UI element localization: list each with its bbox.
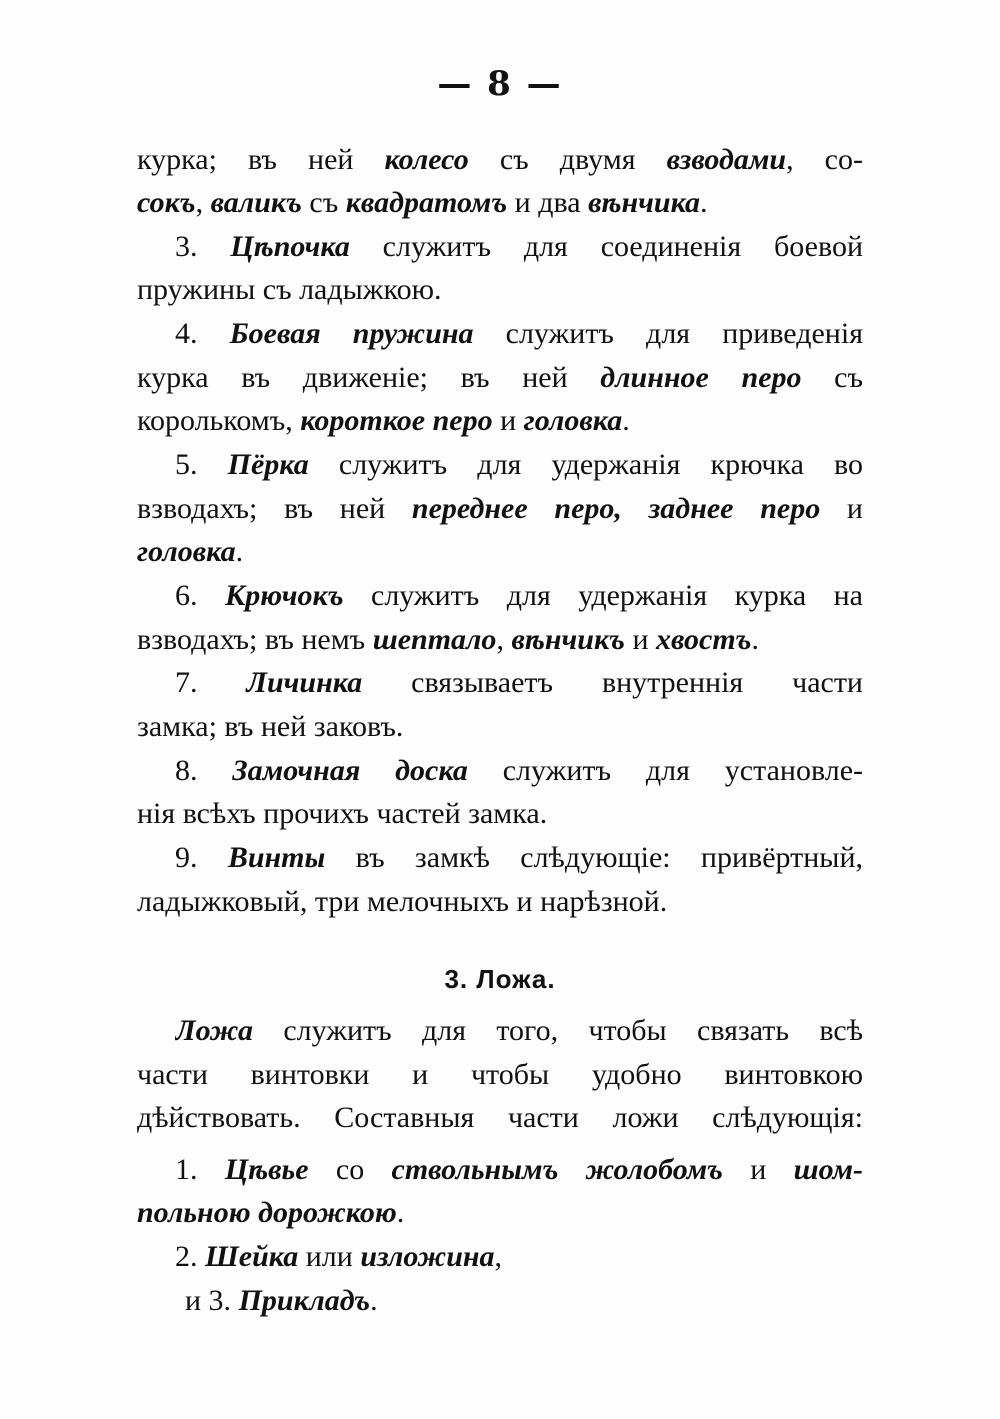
text-run: . [235, 535, 244, 568]
italic-term: взводами [666, 143, 787, 176]
text-line [137, 620, 863, 660]
italic-term: польною дорожкою [137, 1196, 397, 1229]
text-run: нія всѣхъ прочихъ частей замка. [137, 797, 548, 830]
text-run: 3. [175, 230, 231, 263]
text-run: королькомъ, [137, 404, 301, 437]
italic-term: колесо [384, 143, 469, 176]
text-line [137, 401, 863, 441]
text-run: съ [801, 361, 863, 394]
text-run: и [722, 1153, 794, 1186]
text-line [137, 794, 863, 834]
text-run: . [751, 623, 759, 656]
page-number: — 8 — [437, 64, 563, 104]
text-line [137, 1055, 863, 1095]
italic-term: головка [137, 535, 236, 568]
italic-term: изложина [360, 1240, 495, 1273]
italic-term: ствольнымъ жолобомъ [391, 1153, 723, 1186]
text-run: въ замкѣ слѣдующіе: привёртный, [325, 841, 863, 874]
text-run: со [308, 1153, 392, 1186]
text-run: служитъ для соединенія боевой [349, 230, 863, 263]
text-run: . [396, 1196, 405, 1229]
italic-term: короткое перо [300, 404, 493, 437]
text-run: части винтовки и чтобы удобно винтовкою [137, 1058, 863, 1091]
italic-term: длинное перо [600, 361, 802, 394]
italic-term: вѣнчикъ [511, 623, 625, 656]
text-line [175, 314, 863, 354]
italic-term: Боевая пружина [229, 317, 474, 350]
italic-term: шом- [793, 1153, 863, 1186]
text-run: и два [507, 186, 589, 219]
text-run: 2. [175, 1240, 205, 1273]
text-run: съ [301, 186, 346, 219]
text-run: служитъ для приведенія [473, 317, 863, 350]
text-run: курка въ движеніе; въ ней [137, 361, 601, 394]
text-run: 5. [175, 448, 228, 481]
italic-term: Прикладъ [238, 1284, 371, 1317]
italic-term: Замочная доска [232, 754, 468, 787]
text-run: курка; въ ней [137, 143, 385, 176]
text-line [137, 489, 863, 529]
italic-term: Винты [227, 841, 326, 874]
text-run: или [298, 1240, 361, 1273]
text-run: дѣйствовать. Составныя части ложи слѣдующія: [137, 1101, 863, 1134]
text-line [137, 183, 863, 223]
text-run: , [494, 1240, 503, 1273]
text-run: 8. [175, 754, 233, 787]
text-line [175, 227, 863, 267]
text-run: 9. [175, 841, 228, 874]
italic-term: Крючокъ [224, 579, 344, 612]
italic-term: Ложа [175, 1014, 254, 1047]
text-line [137, 532, 863, 572]
text-run: 4. [175, 317, 230, 350]
text-line [175, 445, 863, 485]
italic-term: Шейка [205, 1240, 299, 1273]
text-run: и [820, 492, 863, 525]
italic-term: сокъ [137, 186, 196, 219]
text-line [137, 358, 863, 398]
italic-term: головка [523, 404, 623, 437]
italic-term: хвостъ [656, 623, 752, 656]
italic-term: Личинка [246, 666, 363, 699]
italic-term: вѣнчика [588, 186, 701, 219]
text-line [137, 1193, 863, 1233]
text-line [137, 707, 863, 747]
text-line [137, 882, 863, 922]
section-heading: 3. Ложа. [444, 964, 556, 994]
text-line [175, 1150, 863, 1190]
text-run: 7. [175, 666, 247, 699]
text-run: . [370, 1284, 378, 1317]
text-line [175, 663, 863, 703]
text-line [175, 838, 863, 878]
text-run: служитъ для удержанія курка на [343, 579, 863, 612]
text-run: . [622, 404, 630, 437]
text-line [137, 270, 863, 310]
italic-term: Цѣпочка [230, 230, 350, 263]
text-run: 6. [175, 579, 225, 612]
text-run: замка; въ ней заковъ. [137, 710, 404, 743]
text-run: служитъ для установле- [467, 754, 863, 787]
text-run: взводахъ; въ ней [137, 492, 412, 525]
italic-term: квадратомъ [345, 186, 508, 219]
text-run: и [624, 623, 657, 656]
text-run: . [700, 186, 708, 219]
text-run: , [195, 186, 211, 219]
text-run: съ двумя [468, 143, 667, 176]
text-run: и 3. [185, 1284, 239, 1317]
text-line [175, 1237, 863, 1277]
italic-term: Пёрка [227, 448, 309, 481]
text-run: связываетъ внутреннія части [362, 666, 863, 699]
text-run: взводахъ; въ немъ [137, 623, 373, 656]
text-run: пружины съ ладыжкою. [137, 273, 442, 306]
italic-term: шептало [372, 623, 497, 656]
text-line [137, 140, 863, 180]
text-line [175, 1011, 863, 1051]
italic-term: Цѣвье [224, 1153, 309, 1186]
italic-term: валикъ [210, 186, 302, 219]
text-line [185, 1281, 873, 1321]
text-line [137, 1098, 863, 1138]
text-run: служитъ для того, чтобы связать всѣ [253, 1014, 863, 1047]
text-run: ладыжковый, три мелочныхъ и нарѣзной. [137, 885, 668, 918]
text-run: , со- [786, 143, 863, 176]
text-run: , [496, 623, 512, 656]
text-run: 1. [175, 1153, 225, 1186]
text-line [175, 576, 863, 616]
text-run: и [492, 404, 524, 437]
text-line [175, 751, 863, 791]
italic-term: переднее перо, заднее перо [411, 492, 821, 525]
text-run: служитъ для удержанія крючка во [308, 448, 863, 481]
